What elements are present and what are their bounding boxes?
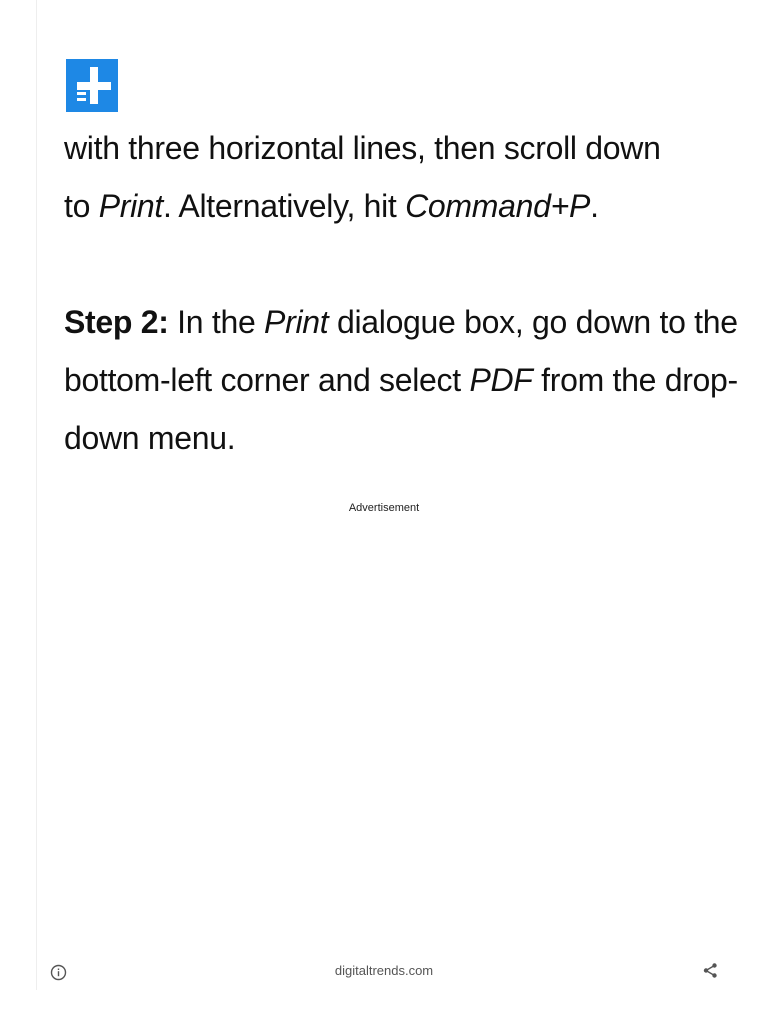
site-domain[interactable]: digitaltrends.com — [334, 963, 434, 978]
article-body — [64, 119, 744, 467]
paragraph-text: In the — [168, 304, 265, 340]
paragraph-text: . — [590, 188, 599, 224]
option-term-pdf: PDF — [469, 362, 533, 398]
advertisement-label: Advertisement — [348, 502, 420, 514]
paragraph-text: with three horizontal lines, then scroll down — [64, 130, 661, 166]
article-paragraph-continuation — [64, 119, 744, 235]
browser-footer — [0, 950, 768, 992]
dialog-term-print: Print — [264, 304, 329, 340]
paragraph-text: dialogue box, go down to the bottom-left corner and select — [64, 304, 738, 398]
step-label: Step 2: — [64, 304, 169, 340]
site-logo[interactable] — [66, 59, 118, 112]
article-paragraph-step-2 — [64, 293, 744, 467]
paragraph-text: . Alternatively, hit — [163, 188, 406, 224]
share-icon[interactable] — [702, 962, 719, 979]
digital-trends-logo-icon — [66, 59, 118, 112]
shortcut-term: Command+P — [405, 188, 591, 224]
paragraph-text: from the drop-down menu. — [64, 362, 738, 456]
left-divider — [36, 0, 37, 990]
menu-term-print: Print — [98, 188, 163, 224]
paragraph-text: to — [64, 188, 99, 224]
